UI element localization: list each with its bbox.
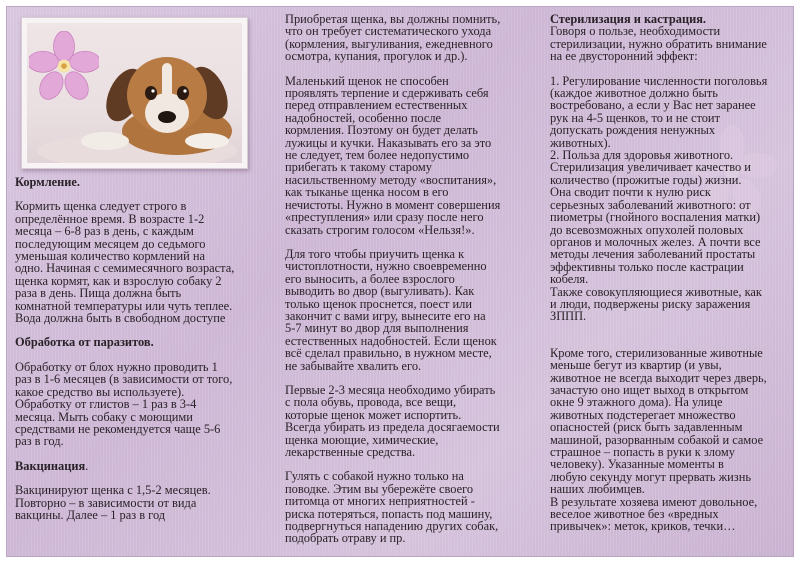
parasites-heading: Обработка от паразитов.	[15, 335, 154, 350]
vaccination-heading: Вакцинация.	[15, 458, 89, 473]
feeding-text: Кормить щенка следует строго в определённое время. В возрасте 1-2 месяца – 6-8 раз в день, с каждым последующим месяцем до седьмого уменьшая количество кормлений на одно. Начиная с семимесячного возраста, щенка кормят, как и взрослую собаку 2 раза в день. Пища должна быть комнатной температуры или чуть теплее. Вода должна быть в свободном доступе	[15, 199, 235, 326]
sterilization-heading: Стерилизация и кастрация.	[550, 12, 707, 26]
vaccination-text: Вакцинируют щенка с 1,5-2 месяцев. Повторно – в зависимости от вида вакцины. Далее – 1 раз в год	[15, 483, 211, 522]
column-hygiene	[285, 7, 525, 556]
sterilization-behavior: Кроме того, стерилизованные животные меньше бегут из квартир (и увы, животное не всегда выходит через дверь, зачастую оно ищет выход в открытом окне 9 этажного дома). На улице животных подстерегает множество опасностей (риск быть задавленным машиной, разорванным собакой и самое страшное – попасть в руки к злому человеку). Указанные моменты в любую секунду могут прервать жизнь наших любимцев. В результате хозяева имеют довольное, веселое животное без «вредных привычек»: меток, криков, течки…	[550, 345, 767, 534]
sterilization-benefits: 1. Регулирование численности поголовья (каждое животное должно быть востребовано, а если у Вас нет заранее рук на 4-5 щенков, то и не стоит допускать рождения ненужных животных). 2. Польза для здоровья животного. Стерилизация увеличивает качество и количество (прожитые годы) жизни. Она сводит почти к нулю риск серьезных заболеваний животного: от пиометры (гнойного воспаления матки) до всевозможных опухолей половых органов и молочных желез. А почти все методы лечения заболеваний простаты эффективны только после кастрации кобеля. Также совокупляющиеся животные, как и люди, подвержены риску заражения ЗППП.	[550, 73, 768, 324]
sterilization-intro: Говоря о пользе, необходимости стерилизации, нужно обратить внимание на ее двусторонний эффект:	[550, 24, 767, 64]
care-intro-text: Приобретая щенка, вы должны помнить, что он требует систематического ухода (кормления, выгуливания, ежедневного осмотра, купания, прогулок и др.).	[285, 12, 501, 64]
column-feeding-care	[15, 7, 257, 556]
safety-text: Первые 2-3 месяца необходимо убирать с пола обувь, провода, все вещи, которые щенок может испортить. Всегда убирать из предела досягаемости щенка моющие, химические, лекарственные средства.	[285, 382, 500, 459]
leaflet-page	[6, 6, 794, 557]
walking-text: Гулять с собакой нужно только на поводке. Этим вы убережёте своего питомца от многих неприятностей - риска потеряться, попасть под машину, подвергнуться нападению других собак, подобрать отраву и пр.	[285, 469, 499, 546]
parasites-text: Обработку от блох нужно проводить 1 раз в 1-6 месяцев (в зависимости от того, какое средство вы используете). Обработку от глистов – 1 раз в 3-4 месяца. Мыть собаку с моющими средствами не рекомендуется чаще 5-6 раз в год.	[15, 359, 233, 449]
house-training-text: Для того чтобы приучить щенка к чистоплотности, нужно своевременно его выносить, а более взрослого выводить во двор (выгуливать). Как только щенок проснется, поест или закончит с вами игру, вынесите его на 5-7 минут во двор для выполнения естественных надобностей. Если щенок всё сделал правильно, в нужном месте, не забывайте хвалить его.	[285, 246, 497, 373]
column-sterilization	[550, 7, 790, 556]
feeding-heading: Кормление.	[15, 175, 81, 189]
punishment-text: Маленький щенок не способен проявлять терпение и сдерживать себя перед отправлением естественных надобностей, особенно после кормления. Поэтому он будет делать лужицы и кучки. Наказывать его за это не следует, тем более недопустимо прибегать к такому старому насильственному методу «воспитания», как тыканье щенка носом в его нечистоты. Нужно в момент совершения «преступления» или сразу после него сказать строгим голосом «Нельзя!».	[285, 73, 501, 237]
